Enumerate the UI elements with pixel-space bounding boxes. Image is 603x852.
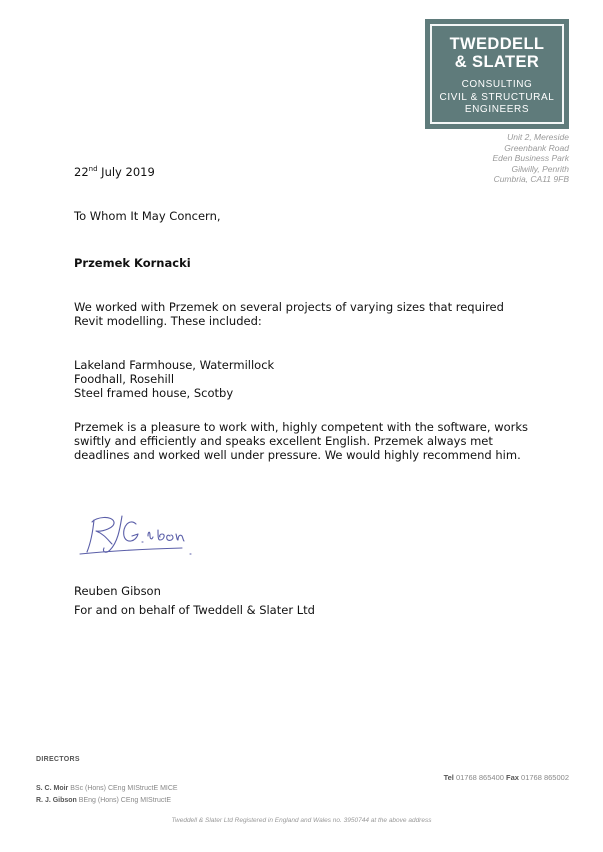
date-day: 22: [74, 165, 89, 179]
on-behalf-of: For and on behalf of Tweddell & Slater Ltd: [74, 603, 315, 617]
logo-border: [430, 24, 564, 124]
address-line: Eden Business Park: [492, 153, 569, 163]
tel-number: 01768 865400: [453, 773, 506, 782]
project-item: Steel framed house, Scotby: [74, 386, 234, 400]
fax-label: Fax: [506, 773, 519, 782]
director-entry: [36, 797, 171, 804]
address-line: Greenbank Road: [504, 142, 569, 153]
registration-notice: Tweddell & Slater Ltd Registered in England and Wales no. 3950744 at the above address: [171, 817, 432, 824]
tel-label: Tel: [443, 773, 454, 782]
logo-sub-3: ENGINEERS: [464, 104, 530, 115]
director-name: R. J. Gibson: [36, 797, 77, 804]
date-month-year: July 2019: [97, 165, 155, 179]
director-name: S. C. Moir: [36, 785, 69, 792]
project-list: [74, 358, 274, 400]
contact-numbers: [444, 773, 569, 782]
director-entry: [36, 785, 178, 792]
paragraph-recommendation: Przemek is a pleasure to work with, highly competent with the software, works swiftly and efficiently and speaks excellent English. Przemek always met deadlines and worked well under pressure. We would highly recommend him.: [74, 420, 529, 462]
logo-sub-1: CONSULTING: [461, 79, 533, 90]
company-logo: [425, 19, 569, 129]
address-line: Cumbria, CA11 9FB: [493, 174, 569, 184]
address-line: Gilwilly, Penrith: [511, 163, 569, 174]
directors-heading: DIRECTORS: [36, 756, 80, 763]
logo-sub-2: CIVIL & STRUCTURAL: [439, 91, 555, 103]
company-address: [492, 132, 569, 185]
signer-name: Reuben Gibson: [74, 584, 161, 598]
fax-number: 01768 865002: [518, 773, 569, 782]
project-item: Lakeland Farmhouse, Watermillock: [74, 358, 275, 372]
paragraph-intro: We worked with Przemek on several projects of varying sizes that required Revit modelling. These included:: [74, 300, 504, 328]
signature-image: [78, 508, 202, 560]
date-suffix: nd: [88, 165, 98, 174]
letter-date: [74, 165, 155, 179]
project-item: Foodhall, Rosehill: [74, 372, 175, 386]
address-line: Unit 2, Mereside: [507, 132, 569, 142]
director-qualifications: BEng (Hons) CEng MIStructE: [76, 797, 171, 804]
subject-name: Przemek Kornacki: [74, 256, 191, 270]
logo-line-1: TWEDDELL: [449, 35, 545, 53]
salutation: To Whom It May Concern,: [74, 209, 221, 223]
logo-line-2: & SLATER: [454, 53, 540, 71]
director-qualifications: BSc (Hons) CEng MIStructE MICE: [68, 785, 178, 792]
